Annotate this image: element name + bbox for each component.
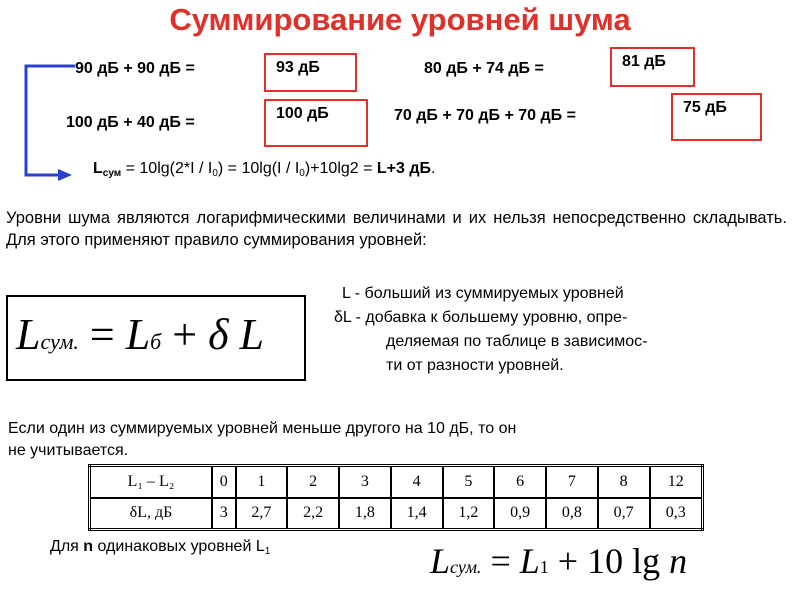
explanation-paragraph: Уровни шума являются логарифмическими величинами и их нельзя непосредственно складывать. Для этого применяют правило суммирования уровней: [6, 209, 787, 249]
summation-formula: Lсум. = Lб + δ L [16, 310, 265, 359]
table-row-difference [90, 466, 703, 498]
example-expression-2: 80 дБ + 74 дБ = [424, 60, 544, 77]
table-cell: 0 [212, 466, 236, 498]
sum-derivation-formula: $L_{сум} = 10\lg(2*I / I_0) = 10\lg(I / I_0)+10\lg 2 = L+3$ дБ. [93, 160, 436, 179]
table-cell: 3 [212, 498, 236, 530]
table-cell: 7 [546, 466, 598, 498]
page-title: Суммирование уровней шума [169, 2, 631, 37]
table-cell: 6 [494, 466, 546, 498]
table-header-addition: δL, дБ [90, 498, 213, 530]
example-answer-2: 81 дБ [610, 47, 695, 87]
example-expression-4: 70 дБ + 70 дБ + 70 дБ = [394, 107, 576, 124]
table-cell: 2 [287, 466, 339, 498]
table-cell: 0,9 [494, 498, 546, 530]
table-cell: 0,8 [546, 498, 598, 530]
table-cell: 2,2 [287, 498, 339, 530]
example-answer-3: 100 дБ [264, 99, 368, 147]
note-line-2: не учитывается. [8, 442, 129, 459]
legend-line-2: δL - добавка к большему уровню, опре- [334, 309, 628, 326]
example-expression-1: 90 дБ + 90 дБ = [75, 60, 195, 77]
table-cell: 0,7 [598, 498, 650, 530]
level-addition-table [88, 464, 704, 531]
example-answer-1: 93 дБ [264, 53, 357, 92]
table-cell: 8 [598, 466, 650, 498]
example-expression-3: 100 дБ + 40 дБ = [66, 114, 195, 131]
table-cell: 0,3 [650, 498, 703, 530]
table-cell: 3 [339, 466, 391, 498]
legend-line-3: деляемая по таблице в зависимос- [386, 333, 648, 350]
table-cell: 5 [443, 466, 495, 498]
equal-levels-formula: Lсум. = L1 + 10 lg n [430, 541, 688, 581]
table-cell: 1,2 [443, 498, 495, 530]
summation-formula-box [6, 295, 306, 381]
table-cell: 12 [650, 466, 703, 498]
example-answer-4: 75 дБ [671, 93, 762, 141]
legend-line-4: ти от разности уровней. [386, 357, 564, 374]
table-cell: 1,4 [391, 498, 443, 530]
table-cell: 1,8 [339, 498, 391, 530]
table-cell: 2,7 [236, 498, 288, 530]
table-cell: 1 [236, 466, 288, 498]
equal-levels-caption: Для n одинаковых уровней $L_1$ [50, 538, 271, 557]
legend-line-1: L - больший из суммируемых уровней [342, 285, 624, 302]
table-cell: 4 [391, 466, 443, 498]
note-line-1: Если один из суммируемых уровней меньше другого на 10 дБ, то он [8, 420, 517, 437]
table-header-difference: L₁ – L₂ [90, 466, 213, 498]
table-row-addition [90, 498, 703, 530]
